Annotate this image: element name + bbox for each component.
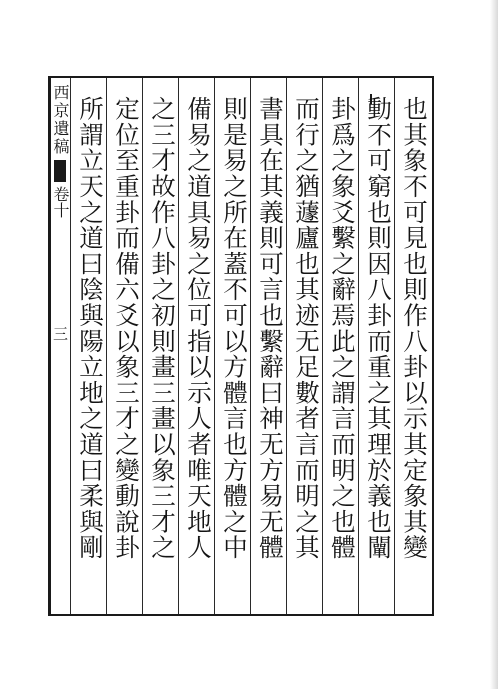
margin-title: 西京遺稿 — [51, 84, 70, 156]
text-column-10: 所謂立天之道曰陰與陽立地之道曰柔與剛 — [76, 96, 105, 561]
column-rule — [70, 78, 71, 614]
margin-column — [51, 78, 69, 614]
fishtail-mark — [54, 160, 66, 182]
margin-volume: 卷十 — [51, 186, 70, 218]
text-column-7: 備易之道具易之位可指以示人者唯天地人 — [184, 96, 213, 561]
text-column-5: 書具在其義則可言也繫辭曰神无方易无體 — [256, 96, 285, 561]
text-column-3: 卦爲之象爻繫之辭焉此之謂言而明之也體 — [328, 96, 357, 561]
text-column-1: 也其象不可見也則作八卦以示其定象其變 — [400, 96, 429, 561]
text-column-9: 定位至重卦而備六爻以象三才之變動說卦 — [112, 96, 141, 561]
text-column-8: 之三才故作八卦之初則畫三畫以象三才之 — [148, 96, 177, 561]
margin-page-number: 三 — [51, 326, 69, 341]
text-column-6: 則是易之所在蓋不可以方體言也方體之中 — [220, 96, 249, 561]
page-edge-shadow — [490, 0, 498, 689]
text-column-4: 而行之猶蘧廬也其迹无足數者言而明之其 — [292, 96, 321, 561]
text-column-2: 動不可窮也則因八卦而重之其理於義也闡 — [364, 96, 393, 561]
